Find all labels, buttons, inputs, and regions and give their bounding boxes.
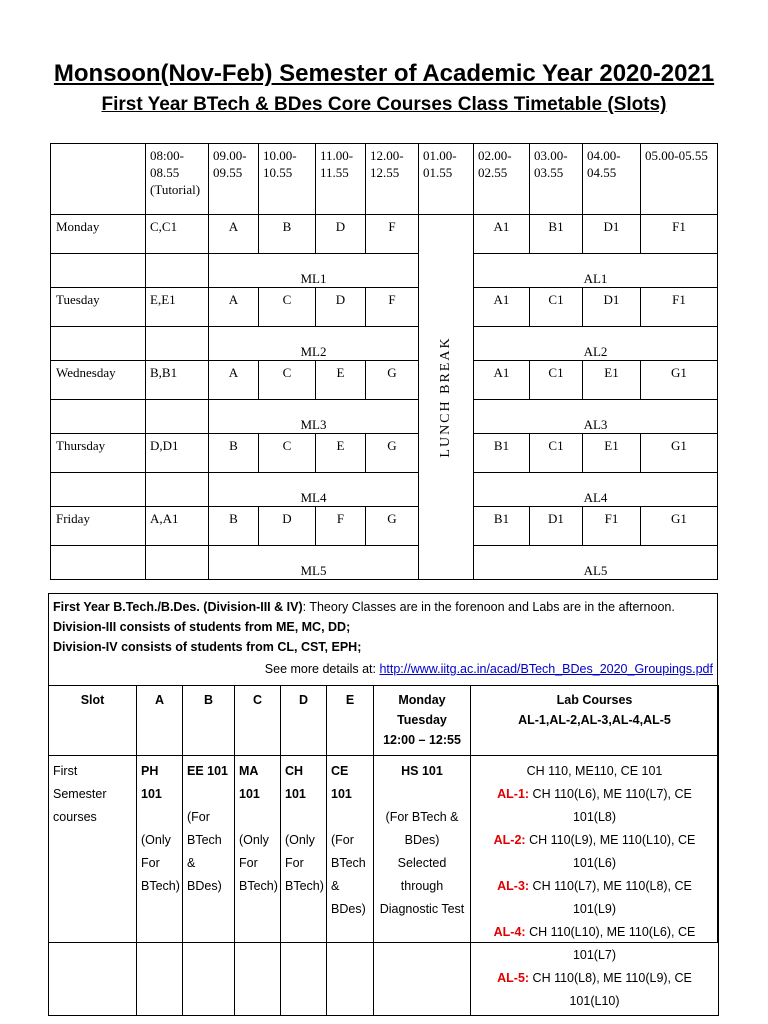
lunch-break-label: LUNCH BREAK bbox=[438, 336, 453, 458]
time-header-line: 08:00- bbox=[150, 148, 184, 163]
page-title: Monsoon(Nov-Feb) Semester of Academic Year 2020-2021 bbox=[53, 60, 715, 87]
lab-group-line bbox=[475, 829, 714, 875]
time-header-0 bbox=[146, 144, 209, 215]
tutorial-slot: C,C1 bbox=[146, 215, 209, 254]
course-cell-1 bbox=[183, 756, 235, 1016]
groupings-link[interactable]: http://www.iitg.ac.in/acad/BTech_BDes_2020_Groupings.pdf bbox=[379, 662, 713, 676]
course-note: BTech & bbox=[187, 833, 222, 870]
afternoon-slot: C1 bbox=[530, 361, 583, 400]
time-header-8 bbox=[583, 144, 641, 215]
corner-cell bbox=[51, 144, 146, 215]
morning-slot: D bbox=[316, 288, 366, 327]
time-header-line: 12.00- bbox=[370, 148, 404, 163]
afternoon-lab-slot: AL3 bbox=[474, 400, 718, 434]
course-note: (For bbox=[187, 810, 210, 824]
course-code: PH 101 bbox=[141, 764, 162, 801]
course-note: BTech) bbox=[285, 879, 324, 893]
morning-slot: A bbox=[209, 288, 259, 327]
morning-slot: F bbox=[366, 215, 419, 254]
morning-lab-slot: ML1 bbox=[209, 254, 419, 288]
afternoon-lab-slot: AL5 bbox=[474, 546, 718, 580]
morning-lab-slot: ML4 bbox=[209, 473, 419, 507]
spacer bbox=[239, 806, 276, 829]
course-note: BDes) bbox=[187, 879, 222, 893]
lab-group-tag: AL-4: bbox=[493, 925, 526, 939]
morning-slot: F bbox=[316, 507, 366, 546]
course-note: BTech & bbox=[331, 856, 366, 893]
morning-lab-slot: ML2 bbox=[209, 327, 419, 361]
header-lab-title: Lab Courses bbox=[556, 693, 633, 707]
header-e: E bbox=[327, 686, 374, 756]
page-subtitle: First Year BTech & BDes Core Courses Class Timetable (Slots) bbox=[101, 94, 667, 115]
time-header-line: 01.55 bbox=[423, 165, 453, 180]
course-cell-0 bbox=[137, 756, 183, 1016]
day-row-wednesday bbox=[51, 361, 718, 400]
course-code: EE 101 bbox=[187, 764, 229, 778]
afternoon-slot: G1 bbox=[641, 507, 718, 546]
afternoon-lab-slot: AL4 bbox=[474, 473, 718, 507]
morning-slot: C bbox=[259, 361, 316, 400]
morning-slot: D bbox=[259, 507, 316, 546]
afternoon-slot: B1 bbox=[530, 215, 583, 254]
time-header-line: 03.00- bbox=[534, 148, 568, 163]
lab-group-line bbox=[475, 921, 714, 967]
header-a: A bbox=[137, 686, 183, 756]
header-tuesday: Tuesday bbox=[397, 713, 447, 727]
course-note: For bbox=[239, 856, 258, 870]
afternoon-slot: A1 bbox=[474, 215, 530, 254]
course-cell-2 bbox=[235, 756, 281, 1016]
header-time: 12:00 – 12:55 bbox=[383, 733, 461, 747]
time-header-line: 04.55 bbox=[587, 165, 617, 180]
time-header-line: 04.00- bbox=[587, 148, 621, 163]
morning-slot: F bbox=[366, 288, 419, 327]
lab-group-text: CH 110(L9), ME 110(L10), CE 101(L6) bbox=[525, 833, 696, 870]
header-lab-groups: AL-1,AL-2,AL-3,AL-4,AL-5 bbox=[518, 713, 671, 727]
courses-table bbox=[48, 685, 719, 1016]
first-semester-row bbox=[49, 756, 719, 1016]
lab-group-text: CH 110(L8), ME 110(L9), CE 101(L10) bbox=[529, 971, 692, 1008]
spacer bbox=[141, 806, 178, 829]
course-note: Selected through bbox=[397, 856, 447, 893]
course-note: (For bbox=[331, 833, 354, 847]
day-label: Monday bbox=[51, 215, 146, 254]
day-row-tuesday bbox=[51, 288, 718, 327]
lab-row-thursday bbox=[51, 473, 718, 507]
row-label-line2: courses bbox=[53, 810, 97, 824]
course-code: CE 101 bbox=[331, 764, 352, 801]
lab-group-tag: AL-1: bbox=[497, 787, 530, 801]
time-header-9 bbox=[641, 144, 718, 215]
afternoon-slot: A1 bbox=[474, 361, 530, 400]
time-header-line: 08.55 bbox=[150, 165, 180, 180]
tutorial-slot: B,B1 bbox=[146, 361, 209, 400]
empty-cell bbox=[51, 327, 146, 361]
lab-group-text: CH 110(L7), ME 110(L8), CE 101(L9) bbox=[529, 879, 692, 916]
morning-lab-slot: ML3 bbox=[209, 400, 419, 434]
afternoon-slot: E1 bbox=[583, 361, 641, 400]
lab-group-text: CH 110(L10), ME 110(L6), CE 101(L7) bbox=[525, 925, 696, 962]
day-label: Tuesday bbox=[51, 288, 146, 327]
lab-row-tuesday bbox=[51, 327, 718, 361]
course-code: CH 101 bbox=[285, 764, 306, 801]
afternoon-slot: G1 bbox=[641, 361, 718, 400]
time-header-line: 02.55 bbox=[478, 165, 508, 180]
spacer bbox=[331, 806, 369, 829]
lab-row-monday bbox=[51, 254, 718, 288]
lab-courses-list: CH 110, ME110, CE 101 bbox=[526, 764, 663, 778]
lab-row-wednesday bbox=[51, 400, 718, 434]
header-b: B bbox=[183, 686, 235, 756]
course-note: Diagnostic Test bbox=[379, 902, 465, 916]
lunch-break-cell bbox=[419, 215, 474, 580]
lab-group-line bbox=[475, 783, 714, 829]
afternoon-slot: C1 bbox=[530, 434, 583, 473]
empty-cell bbox=[146, 400, 209, 434]
afternoon-slot: F1 bbox=[641, 215, 718, 254]
afternoon-lab-slot: AL1 bbox=[474, 254, 718, 288]
afternoon-lab-slot: AL2 bbox=[474, 327, 718, 361]
tutorial-slot: A,A1 bbox=[146, 507, 209, 546]
afternoon-slot: F1 bbox=[583, 507, 641, 546]
spacer bbox=[285, 806, 322, 829]
time-header-line: 10.00- bbox=[263, 148, 297, 163]
morning-slot: B bbox=[209, 434, 259, 473]
time-header-4 bbox=[366, 144, 419, 215]
time-header-line: 03.55 bbox=[534, 165, 564, 180]
division-info-box bbox=[48, 593, 718, 1008]
header-slot: Slot bbox=[49, 686, 137, 756]
course-note: (For BTech & bbox=[385, 810, 459, 824]
header-c: C bbox=[235, 686, 281, 756]
morning-slot: B bbox=[259, 215, 316, 254]
day-row-thursday bbox=[51, 434, 718, 473]
morning-slot: G bbox=[366, 434, 419, 473]
time-header-line: (Tutorial) bbox=[150, 182, 201, 197]
spacer bbox=[187, 783, 230, 806]
division-title: First Year B.Tech./B.Des. (Division-III & IV) bbox=[53, 600, 303, 614]
empty-cell bbox=[51, 546, 146, 580]
course-note: BDes) bbox=[331, 902, 366, 916]
afternoon-slot: F1 bbox=[641, 288, 718, 327]
division-iii-line: Division-III consists of students from ME, MC, DD; bbox=[53, 620, 351, 634]
time-header-6 bbox=[474, 144, 530, 215]
morning-slot: B bbox=[209, 507, 259, 546]
header-d: D bbox=[281, 686, 327, 756]
morning-slot: A bbox=[209, 361, 259, 400]
header-monday-tuesday bbox=[374, 686, 471, 756]
row-label bbox=[49, 756, 137, 1016]
time-header-line: 09.55 bbox=[213, 165, 243, 180]
afternoon-slot: D1 bbox=[583, 215, 641, 254]
empty-cell bbox=[51, 254, 146, 288]
timetable bbox=[50, 143, 718, 580]
afternoon-slot: E1 bbox=[583, 434, 641, 473]
empty-cell bbox=[146, 254, 209, 288]
division-iv-line: Division-IV consists of students from CL, CST, EPH; bbox=[53, 640, 362, 654]
afternoon-slot: C1 bbox=[530, 288, 583, 327]
time-header-2 bbox=[259, 144, 316, 215]
course-note: BTech) bbox=[239, 879, 278, 893]
course-code: MA 101 bbox=[239, 764, 260, 801]
lab-group-line bbox=[475, 967, 714, 1013]
lab-group-text: CH 110(L6), ME 110(L7), CE 101(L8) bbox=[529, 787, 692, 824]
time-header-line: 01.00- bbox=[423, 148, 457, 163]
morning-slot: C bbox=[259, 288, 316, 327]
day-row-monday bbox=[51, 215, 718, 254]
afternoon-slot: D1 bbox=[530, 507, 583, 546]
empty-cell bbox=[146, 327, 209, 361]
row-label-line1: First Semester bbox=[53, 764, 107, 801]
afternoon-slot: D1 bbox=[583, 288, 641, 327]
hs-course-cell bbox=[374, 756, 471, 1016]
spacer bbox=[378, 783, 466, 806]
morning-slot: D bbox=[316, 215, 366, 254]
time-header-line: 11.55 bbox=[320, 165, 349, 180]
course-cell-3 bbox=[281, 756, 327, 1016]
morning-slot: E bbox=[316, 361, 366, 400]
empty-cell bbox=[146, 546, 209, 580]
time-header-line: 02.00- bbox=[478, 148, 512, 163]
afternoon-slot: B1 bbox=[474, 507, 530, 546]
time-header-line: 05.00-05.55 bbox=[645, 148, 708, 163]
time-header-5 bbox=[419, 144, 474, 215]
afternoon-slot: A1 bbox=[474, 288, 530, 327]
header-lab-courses bbox=[471, 686, 719, 756]
day-label: Wednesday bbox=[51, 361, 146, 400]
time-header-3 bbox=[316, 144, 366, 215]
empty-cell bbox=[51, 473, 146, 507]
time-header-line: 12.55 bbox=[370, 165, 400, 180]
more-details bbox=[265, 662, 713, 676]
course-cell-4 bbox=[327, 756, 374, 1016]
course-note: For bbox=[141, 856, 160, 870]
course-code: HS 101 bbox=[401, 764, 443, 778]
time-header-7 bbox=[530, 144, 583, 215]
day-row-friday bbox=[51, 507, 718, 546]
lab-group-tag: AL-5: bbox=[497, 971, 530, 985]
course-note: (Only bbox=[239, 833, 269, 847]
tutorial-slot: E,E1 bbox=[146, 288, 209, 327]
lab-group-tag: AL-2: bbox=[493, 833, 526, 847]
afternoon-slot: B1 bbox=[474, 434, 530, 473]
time-header-line: 09.00- bbox=[213, 148, 247, 163]
lab-group-tag: AL-3: bbox=[497, 879, 530, 893]
timetable-header-row bbox=[51, 144, 718, 215]
division-note: : Theory Classes are in the forenoon and Labs are in the afternoon. bbox=[302, 600, 675, 614]
morning-slot: G bbox=[366, 361, 419, 400]
course-note: BTech) bbox=[141, 879, 180, 893]
header-monday: Monday bbox=[398, 693, 446, 707]
morning-slot: A bbox=[209, 215, 259, 254]
time-header-1 bbox=[209, 144, 259, 215]
more-details-prefix: See more details at: bbox=[264, 662, 380, 676]
course-note: (Only bbox=[285, 833, 315, 847]
courses-header-row bbox=[49, 686, 719, 756]
empty-cell bbox=[146, 473, 209, 507]
afternoon-slot: G1 bbox=[641, 434, 718, 473]
lab-group-line bbox=[475, 875, 714, 921]
division-description bbox=[53, 600, 675, 614]
time-header-line: 10.55 bbox=[263, 165, 293, 180]
course-note: For bbox=[285, 856, 304, 870]
empty-cell bbox=[51, 400, 146, 434]
morning-slot: G bbox=[366, 507, 419, 546]
lab-courses-cell bbox=[471, 756, 719, 1016]
morning-slot: E bbox=[316, 434, 366, 473]
course-note: BDes) bbox=[404, 833, 440, 847]
course-note: (Only bbox=[141, 833, 171, 847]
time-header-line: 11.00- bbox=[320, 148, 354, 163]
morning-lab-slot: ML5 bbox=[209, 546, 419, 580]
lab-row-friday bbox=[51, 546, 718, 580]
day-label: Friday bbox=[51, 507, 146, 546]
tutorial-slot: D,D1 bbox=[146, 434, 209, 473]
morning-slot: C bbox=[259, 434, 316, 473]
day-label: Thursday bbox=[51, 434, 146, 473]
